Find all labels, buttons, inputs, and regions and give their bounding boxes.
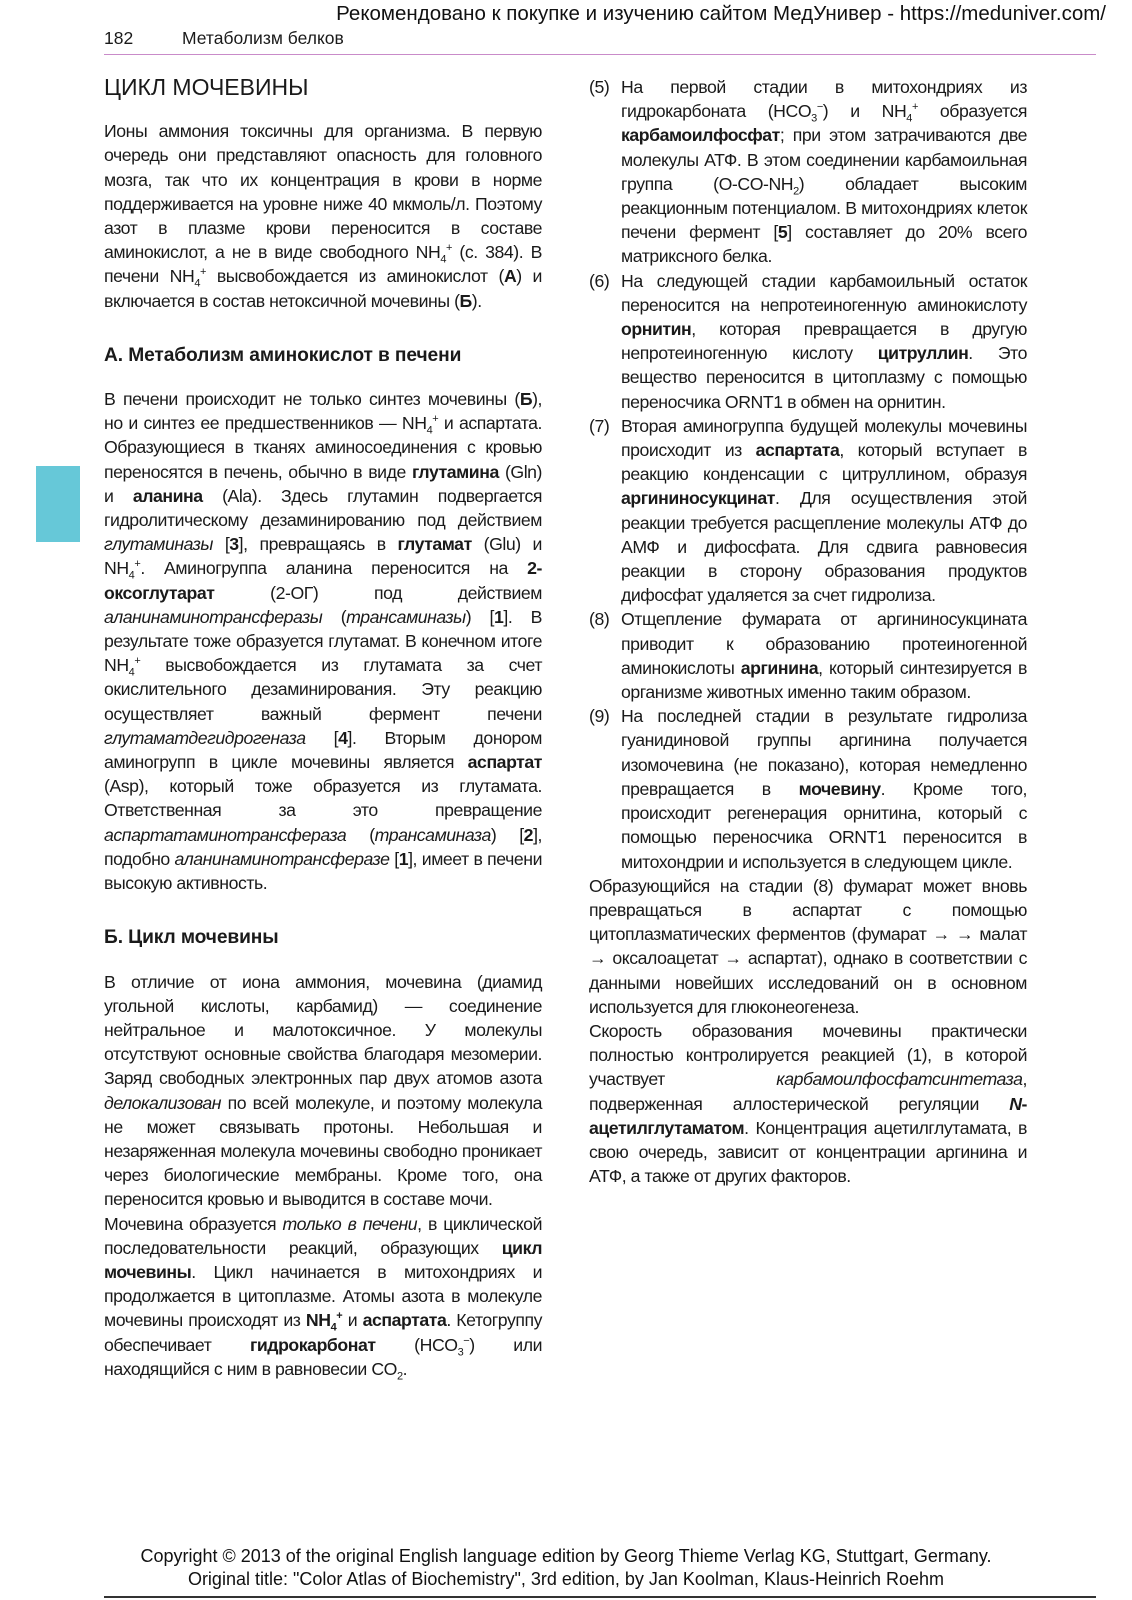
body-paragraph: Образующийся на стадии (8) фумарат может вновь превращаться в аспартат с помощью цитоплазматических ферментов (фумарат → → малат → оксалоацетат → аспартат), однако в соответствии с данными новейших исследований он в основном используется для глюконеогенеза.: [589, 875, 1027, 1017]
site-banner: Рекомендовано к покупке и изучению сайтом МедУнивер - https://meduniver.com/: [336, 2, 1106, 25]
original-title-line: Original title: "Color Atlas of Biochemistry", 3rd edition, by Jan Koolman, Klaus-Heinrich Roehm: [187, 1569, 945, 1589]
step-item: [589, 269, 1027, 414]
step-text: На последней стадии в результате гидролиза гуанидиновой группы аргинина получается изомочевина (не показано), которая немедленно превращается в мочевину. Кроме того, происходит регенерация орнитина, который с помощью переносчика ORNT1 переносится в митохондрии и используется в следующем цикле.: [621, 706, 1027, 872]
running-title: Метаболизм белков: [182, 28, 344, 48]
section-b-paragraph: В отличие от иона аммония, мочевина (диамид угольной кислоты, карбамид) — соединение нейтральное и малотоксичное. У молекулы отсутствуют основные свойства благодаря мезомерии. Заряд свободных электронных пар двух атомов азота делокализован по всей молекуле, и поэтому молекула не может связывать протоны. Небольшая и незаряженная молекула мочевины свободно проникает через биологические мембраны. Кроме того, она переносится кровью и выводится в составе мочи.: [104, 971, 542, 1210]
step-number: (9): [589, 706, 610, 727]
step-text: На следующей стадии карбамоильный остаток переносится на непротеиногенную аминокислоту орнитин, которая превращается в другую непротеиногенную кислоту цитруллин. Это вещество переносится в цитоплазму с помощью переносчика ORNT1 в обмен на орнитин.: [621, 270, 1027, 412]
page-title: ЦИКЛ МОЧЕВИНЫ: [104, 74, 309, 100]
intro-paragraph: Ионы аммония токсичны для организма. В первую очередь они представляют опасность для головного мозга, так что их концентрация в крови в норме поддерживается на уровне ниже 40 мкмоль/л. Поэтому азот в плазме крови переносится в составе аминокислот, а не в виде свободного $NH_4^+$ (с. 384). В печени $NH_4^+$ высвобождается из аминокислот (А) и включается в состав нетоксичной мочевины (Б).: [104, 121, 542, 311]
step-text: Вторая аминогруппа будущей молекулы мочевины происходит из аспартата, который вступает в реакцию конденсации с цитруллином, образуя аргининосукцинат. Для осуществления этой реакции требуется расщепление молекулы АТФ до АМФ и дифосфата. Для сдвига равновесия реакции в сторону образования продуктов дифосфат удаляется за счет гидролиза.: [621, 415, 1027, 606]
section-color-tab: [36, 466, 80, 542]
section-a-paragraph: В печени происходит не только синтез мочевины (Б), но и синтез ее предшественников — $NH_4^+$ и аспартата. Образующиеся в тканях аминосоединения с кровью переносятся в печень, обычно в виде глутамина (Gln) и аланина (Ala). Здесь глутамин подвергается гидролитическому дезаминированию под действием глутаминазы [3], превращаясь в глутамат (Glu) и $NH_4^+$. Аминогруппа аланина переносится на 2-оксоглутарат (2-ОГ) под действием аланинаминотрансферазы (трансаминазы) [1]. В результате тоже образуется глутамат. В конечном итоге $NH_4^+$ высвобождается из глутамата за счет окислительного дезаминирования. Эту реакцию осуществляет важный фермент печени глутаматдегидрогеназа [4]. Вторым донором аминогрупп в цикле мочевины является аспартат (Asp), который тоже образуется из глутамата. Ответственная за это превращение аспартатаминотрансфераза (трансаминаза) [2], подобно аланинаминотрансферазе [1], имеет в печени высокую активность.: [104, 389, 543, 894]
step-number: (7): [589, 415, 610, 436]
step-number: (5): [589, 77, 610, 97]
body-paragraph: Скорость образования мочевины практически полностью контролируется реакцией (1), в которой участвует карбамоилфосфатсинтетаза, подверженная аллостерической регуляции N-ацетилглутаматом. Концентрация ацетилглутамата, в свою очередь, зависит от концентрации аргинина и АТФ, а также от других факторов.: [589, 1020, 1027, 1187]
step-item: [589, 75, 1027, 269]
section-a-heading: А. Метаболизм аминокислот в печени: [104, 344, 462, 366]
step-text: На первой стадии в митохондриях из гидрокарбоната $(HCO_3^-)$ и $NH_4^+$ образуется карбамоилфосфат; при этом затрачиваются две молекулы АТФ. В этом соединении карбамоильная группа $(O-CO-NH_2)$ обладает высоким реакционным потенциалом. В митохондриях клеток печени фермент [5] составляет до 20% всего матриксного белка.: [621, 77, 1027, 267]
step-text: Отщепление фумарата от аргининосукцината приводит к образованию протеиногенной аминокислоты аргинина, который синтезируется в организме животных именно таким образом.: [621, 609, 1028, 703]
left-column: [104, 72, 542, 1381]
page-number: 182: [104, 28, 134, 48]
running-header: [104, 28, 1096, 55]
right-column: [589, 75, 1027, 1188]
section-b-paragraph: Мочевина образуется только в печени, в циклической последовательности реакций, образующих цикл мочевины. Цикл начинается в митохондриях и продолжается в цитоплазме. Атомы азота в молекуле мочевины происходят из $NH_4^+$ и аспартата. Кетогруппу обеспечивает гидрокарбонат $(HCO_3^-)$ или находящийся с ним в равновесии $CO_2$.: [104, 1213, 543, 1383]
step-number: (8): [589, 609, 610, 630]
copyright-line: Copyright © 2013 of the original English language edition by Georg Thieme Verlag KG, Stuttgart, Germany.: [140, 1546, 992, 1566]
step-item: [589, 607, 1027, 704]
footer-rule: [104, 1596, 1096, 1598]
step-item: [589, 414, 1027, 608]
step-item: [589, 704, 1027, 873]
step-number: (6): [589, 270, 610, 291]
section-b-heading: Б. Цикл мочевины: [104, 927, 279, 949]
